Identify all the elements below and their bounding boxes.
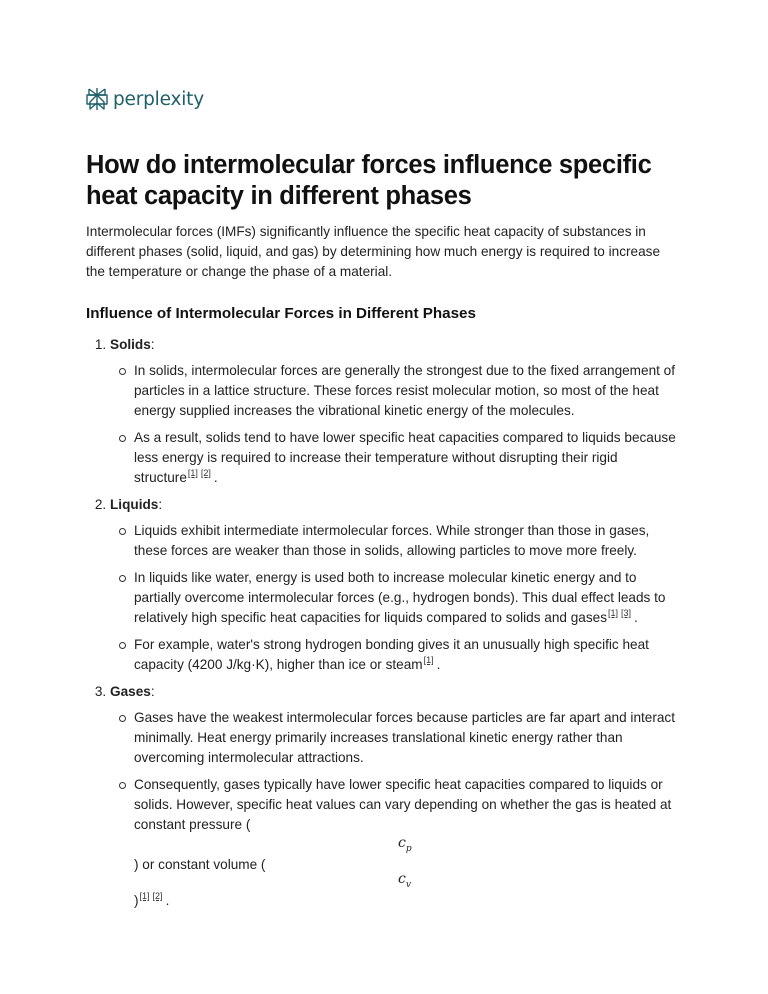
point-text: ) or constant volume ( (134, 857, 266, 872)
math-cv-line (134, 871, 682, 891)
phase-item-solids: 1. Solids: In solids, intermolecular forces are generally the strongest due to the fixed arrangement of particles in a lattice structure. These forces resist molecular motion, so most of the heat energy supplied increases the vibrational kinetic energy of the molecules. As a result, solids tend to have lower specific heat capacities compared to liquids because less energy is required to increase their temperature without disrupting their rigid structure[1] [2] . (110, 335, 682, 488)
perplexity-logo[interactable] (86, 87, 204, 111)
point-text: In liquids like water, energy is used both to increase molecular kinetic energy and to partially overcome intermolecular forces (e.g., hydrogen bonds). This dual effect leads to relatively high specific heat capacities for liquids compared to solids and gases (134, 570, 666, 625)
math-base: c (398, 871, 406, 887)
citation-link[interactable]: [2] (152, 891, 163, 901)
perplexity-logo-icon (86, 87, 108, 111)
section-heading: Influence of Intermolecular Forces in Different Phases (86, 305, 476, 322)
math-base: c (398, 835, 406, 851)
list-item (134, 521, 682, 561)
point-text: ) (134, 893, 139, 908)
citations (424, 655, 437, 665)
math-cv (398, 869, 411, 895)
point-text: For example, water's strong hydrogen bonding gives it an unusually high specific heat capacity (4200 J/kg·K), higher than ice or steam (134, 637, 649, 672)
citations (140, 891, 166, 901)
phase-item-liquids: 2. Liquids: Liquids exhibit intermediate intermolecular forces. While stronger than those in gases, these forces are weaker than those in solids, allowing particles to move more freely. In liquids like water, energy is used both to increase molecular kinetic energy and to partially overcome intermolecular forces (e.g., hydrogen bonds). This dual effect leads to relatively high specific heat capacities for liquids compared to solids and gases[1] [3] . For example, water's strong hydrogen bonding gives it an unusually high specific heat capacity (4200 J/kg·K), higher than ice or steam[1] . (110, 495, 682, 675)
answer-content (86, 150, 682, 918)
point-text: Liquids exhibit intermediate intermolecular forces. While stronger than those in gases, these forces are weaker than those in solids, allowing particles to move more freely. (134, 523, 650, 558)
list-item (134, 361, 682, 421)
list-item: For example, water's strong hydrogen bonding gives it an unusually high specific heat capacity (4200 J/kg·K), higher than ice or steam[1] . (134, 635, 682, 675)
phase-title: Solids (110, 337, 151, 352)
math-sub: v (405, 879, 411, 890)
point-text: Consequently, gases typically have lower specific heat capacities compared to liquids or solids. However, specific heat values can vary depending on whether the gas is heated at constant pressure ( (134, 777, 672, 832)
logo-text: perplexity (113, 88, 204, 110)
citation-link[interactable]: [1] (187, 468, 198, 478)
citation-link[interactable]: [2] (200, 468, 211, 478)
list-item: In liquids like water, energy is used both to increase molecular kinetic energy and to partially overcome intermolecular forces (e.g., hydrogen bonds). This dual effect leads to relatively high specific heat capacities for liquids compared to solids and gases[1] [3] . (134, 568, 682, 628)
list-item: As a result, solids tend to have lower specific heat capacities compared to liquids because less energy is required to increase their temperature without disrupting their rigid structure[1] [2] . (134, 428, 682, 488)
intro-paragraph: Intermolecular forces (IMFs) significantly influence the specific heat capacity of substances in different phases (solid, liquid, and gas) by determining how much energy is required to increase the temperature or change the phase of a material. (86, 224, 661, 279)
page-title: How do intermolecular forces influence specific heat capacity in different phases (86, 151, 652, 210)
phases-list (86, 335, 682, 911)
math-cp (398, 833, 412, 859)
math-sub: p (405, 843, 412, 854)
citation-link[interactable]: [1] (139, 891, 150, 901)
citations (188, 468, 214, 478)
math-cp-line (134, 835, 682, 855)
phase-title: Gases (110, 684, 151, 699)
citation-link[interactable]: [1] (608, 608, 619, 618)
phase-title: Liquids (110, 497, 159, 512)
citation-link[interactable]: [1] (423, 655, 434, 665)
list-item (134, 708, 682, 768)
citations (608, 608, 634, 618)
point-text: As a result, solids tend to have lower specific heat capacities compared to liquids because less energy is required to increase their temperature without disrupting their rigid structure (134, 430, 676, 485)
point-text: Gases have the weakest intermolecular forces because particles are far apart and interact minimally. Heat energy primarily increases translational kinetic energy rather than overcoming intermolecular attractions. (134, 710, 676, 765)
point-text: In solids, intermolecular forces are generally the strongest due to the fixed arrangement of particles in a lattice structure. These forces resist molecular motion, so most of the heat energy supplied increases the vibrational kinetic energy of the molecules. (134, 363, 676, 418)
phase-item-gases: 3. Gases: Gases have the weakest intermolecular forces because particles are far apart and interact minimally. Heat energy primarily increases translational kinetic energy rather than overcoming intermolecular attractions. Consequently, gases typically have lower specific heat capacities compared to liquids or solids. However, specific heat values can vary depending on whether the gas is heated at constant pressure ( $c_p$ ) or constant volume ( $c_v$ )[1] [2] . (110, 682, 682, 911)
list-item (134, 775, 682, 911)
point-continuation: )[1] [2] . (134, 891, 170, 908)
citation-link[interactable]: [3] (621, 608, 632, 618)
